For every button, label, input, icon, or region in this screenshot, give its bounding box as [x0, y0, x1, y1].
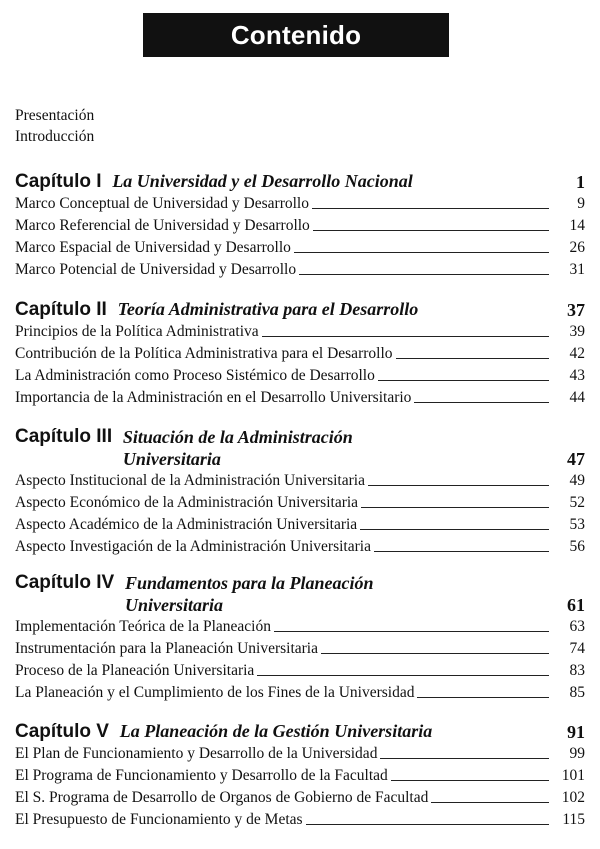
entry-page: 26 [569, 239, 585, 256]
leader-line [396, 357, 549, 359]
leader-line [380, 757, 549, 759]
chapter-label: Capítulo II [15, 299, 107, 320]
toc-entry [15, 321, 585, 343]
chapter-title: Fundamentos para la Planeación Universitaria [124, 573, 374, 615]
chapter-section [15, 572, 585, 704]
chapter-section [15, 426, 585, 558]
chapter-heading [15, 426, 585, 470]
toc-entry [15, 387, 585, 409]
entry-label: La Planeación y el Cumplimiento de los Fines de la Universidad [15, 684, 415, 701]
entry-label: El Programa de Funcionamiento y Desarrollo de la Facultad [15, 767, 388, 784]
entry-page: 99 [569, 745, 585, 762]
entry-label: Aspecto Económico de la Administración Universitaria [15, 494, 359, 511]
entry-label: Contribución de la Política Administrativa para el Desarrollo [15, 345, 393, 362]
chapter-label: Capítulo III [15, 426, 113, 447]
entry-label: El Plan de Funcionamiento y Desarrollo de la Universidad [15, 745, 378, 762]
front-matter [15, 105, 94, 147]
leader-line [374, 550, 549, 552]
entry-label: Implementación Teórica de la Planeación [15, 618, 271, 635]
entry-label: Marco Espacial de Universidad y Desarrollo [15, 239, 291, 256]
entry-page: 52 [569, 494, 585, 511]
toc-entry [15, 809, 585, 831]
leader-line [306, 823, 549, 825]
entry-page: 49 [569, 472, 585, 489]
entry-label: Importancia de la Administración en el Desarrollo Universitario [15, 389, 412, 406]
toc-entry [15, 343, 585, 365]
leader-line [361, 506, 549, 508]
toc-entry [15, 682, 585, 704]
toc-entry [15, 787, 585, 809]
entry-label: Proceso de la Planeación Universitaria [15, 662, 255, 679]
entry-page: 9 [577, 195, 585, 212]
chapter-heading [15, 298, 585, 321]
leader-line [321, 652, 549, 654]
entry-label: El Presupuesto de Funcionamiento y de Metas [15, 811, 303, 828]
chapter-heading [15, 720, 585, 743]
front-matter-item: Introducción [15, 128, 95, 145]
toc-entry [15, 514, 585, 536]
chapter-page: 61 [567, 595, 585, 615]
toc-entry [15, 743, 585, 765]
toc-entry [15, 765, 585, 787]
entry-label: Instrumentación para la Planeación Universitaria [15, 640, 318, 657]
chapter-label: Capítulo I [15, 171, 102, 192]
chapter-label: Capítulo V [15, 721, 109, 742]
page-title: Contenido [143, 13, 449, 57]
entry-page: 43 [569, 367, 585, 384]
toc-entry [15, 365, 585, 387]
entry-label: La Administración como Proceso Sistémico de Desarrollo [15, 367, 375, 384]
chapter-title: La Planeación de la Gestión Universitaria [119, 721, 433, 741]
entry-label: Principios de la Política Administrativa [15, 323, 259, 340]
entry-page: 102 [561, 789, 585, 806]
toc-entry [15, 638, 585, 660]
entry-label: Marco Potencial de Universidad y Desarrollo [15, 261, 297, 278]
toc-entry [15, 536, 585, 558]
chapter-section [15, 720, 585, 831]
leader-line [360, 528, 549, 530]
entry-label: Aspecto Investigación de la Administración Universitaria [15, 538, 371, 555]
entry-label: El S. Programa de Desarrollo de Organos de Gobierno de Facultad [15, 789, 429, 806]
entry-page: 14 [569, 217, 585, 234]
leader-line [313, 229, 549, 231]
chapter-heading [15, 170, 585, 193]
leader-line [431, 801, 549, 803]
entry-label: Marco Referencial de Universidad y Desarrollo [15, 217, 310, 234]
front-matter-item: Presentación [15, 107, 95, 124]
chapter-title: Teoría Administrativa para el Desarrollo [117, 299, 419, 319]
leader-line [378, 379, 549, 381]
entry-label: Aspecto Académico de la Administración Universitaria [15, 516, 358, 533]
chapter-section [15, 170, 585, 281]
entry-page: 74 [569, 640, 585, 657]
toc-entry [15, 470, 585, 492]
entry-page: 115 [562, 811, 585, 828]
chapter-page: 47 [567, 449, 585, 469]
chapter-section [15, 298, 585, 409]
leader-line [312, 207, 549, 209]
leader-line [414, 401, 549, 403]
chapter-page: 37 [567, 300, 585, 320]
entry-page: 56 [569, 538, 585, 555]
entry-page: 42 [569, 345, 585, 362]
entry-page: 83 [569, 662, 585, 679]
entry-page: 63 [569, 618, 585, 635]
chapter-label: Capítulo IV [15, 572, 115, 593]
entry-page: 31 [569, 261, 585, 278]
entry-page: 85 [569, 684, 585, 701]
toc-entry [15, 616, 585, 638]
leader-line [262, 335, 549, 337]
toc-entry [15, 259, 585, 281]
chapter-page: 91 [567, 722, 585, 742]
leader-line [257, 674, 549, 676]
chapter-title: Situación de la Administración Universitaria [122, 427, 353, 469]
entry-page: 44 [569, 389, 585, 406]
entry-page: 53 [569, 516, 585, 533]
chapter-title: La Universidad y el Desarrollo Nacional [112, 171, 413, 191]
leader-line [368, 484, 549, 486]
leader-line [274, 630, 549, 632]
chapter-heading [15, 572, 585, 616]
toc-entry [15, 215, 585, 237]
leader-line [294, 251, 549, 253]
leader-line [299, 273, 549, 275]
entry-label: Marco Conceptual de Universidad y Desarrollo [15, 195, 309, 212]
toc-entry [15, 660, 585, 682]
leader-line [391, 779, 549, 781]
toc-entry [15, 193, 585, 215]
toc-entry [15, 237, 585, 259]
leader-line [417, 696, 549, 698]
chapter-page: 1 [576, 172, 585, 192]
entry-label: Aspecto Institucional de la Administración Universitaria [15, 472, 365, 489]
entry-page: 101 [561, 767, 585, 784]
toc-entry [15, 492, 585, 514]
entry-page: 39 [569, 323, 585, 340]
